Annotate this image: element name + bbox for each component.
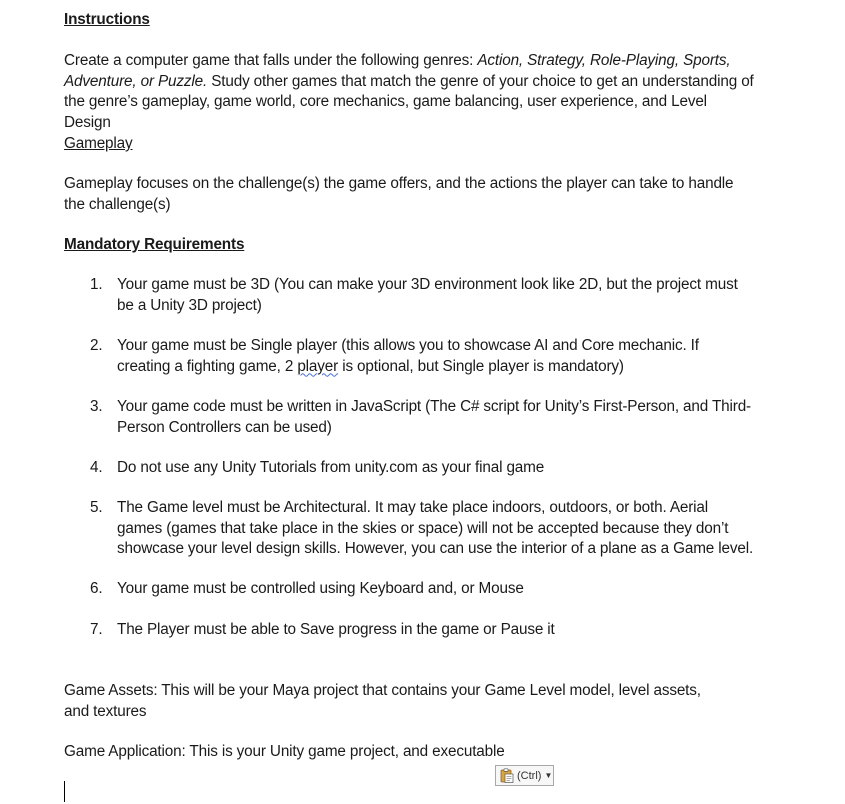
list-text: Your game must be Single player (this allows you to showcase AI and Core mechanic. If creating a fighting game, 2 player is optional, but Single player is mandatory) (117, 337, 699, 375)
paste-options-label: (Ctrl) (517, 769, 542, 782)
list-item (90, 397, 756, 438)
list-number: 2. (90, 337, 103, 354)
list-number: 6. (90, 580, 103, 597)
list-number: 7. (90, 621, 103, 638)
list-number: 1. (90, 276, 103, 293)
spelling-flag[interactable]: player (297, 357, 339, 375)
list-text: Your game must be controlled using Keyboard and, or Mouse (117, 580, 524, 597)
list-text: The Player must be able to Save progress in the game or Pause it (117, 621, 555, 638)
list-item (90, 458, 756, 479)
game-assets-paragraph: Game Assets: This will be your Maya project that contains your Game Level model, level assets, and textures (64, 682, 701, 720)
list-text: Your game code must be written in JavaScript (The C# script for Unity’s First-Person, and Third-Person Controllers can be used) (117, 398, 751, 436)
list-item (90, 498, 756, 560)
chevron-down-icon: ▼ (544, 771, 553, 780)
list-item (90, 579, 756, 600)
gameplay-paragraph: Gameplay focuses on the challenge(s) the game offers, and the actions the player can take to handle the challenge(s) (64, 175, 734, 213)
instructions-heading: Instructions (64, 11, 150, 28)
list-number: 3. (90, 398, 103, 415)
intro-paragraph: Create a computer game that falls under the following genres: Action, Strategy, Role-Playing, Sports, Adventure, or Puzzle. Study other games that match the genre of your choice to get an understanding of the genre’s gameplay, game world, core mechanics, game balancing, user experience, and Level Design (64, 52, 754, 131)
gameplay-heading: Gameplay (64, 135, 133, 152)
list-item (90, 275, 756, 316)
requirements-heading: Mandatory Requirements (64, 236, 245, 253)
list-item (90, 620, 756, 641)
list-number: 5. (90, 499, 103, 516)
list-text: Your game must be 3D (You can make your 3D environment look like 2D, but the project must be a Unity 3D project) (117, 276, 738, 314)
text-cursor (64, 781, 65, 802)
paste-options-button[interactable] (495, 765, 554, 786)
list-text: Do not use any Unity Tutorials from unity.com as your final game (117, 459, 545, 476)
list-text: The Game level must be Architectural. It may take place indoors, outdoors, or both. Aerial games (games that take place in the skies or space) will not be accepted because they don’t showcase your level design skills. However, you can use the interior of a plane as a Game level. (117, 499, 754, 557)
game-application-paragraph: Game Application: This is your Unity game project, and executable (64, 743, 505, 760)
list-number: 4. (90, 459, 103, 476)
list-item (90, 336, 756, 377)
clipboard-icon (500, 768, 514, 783)
